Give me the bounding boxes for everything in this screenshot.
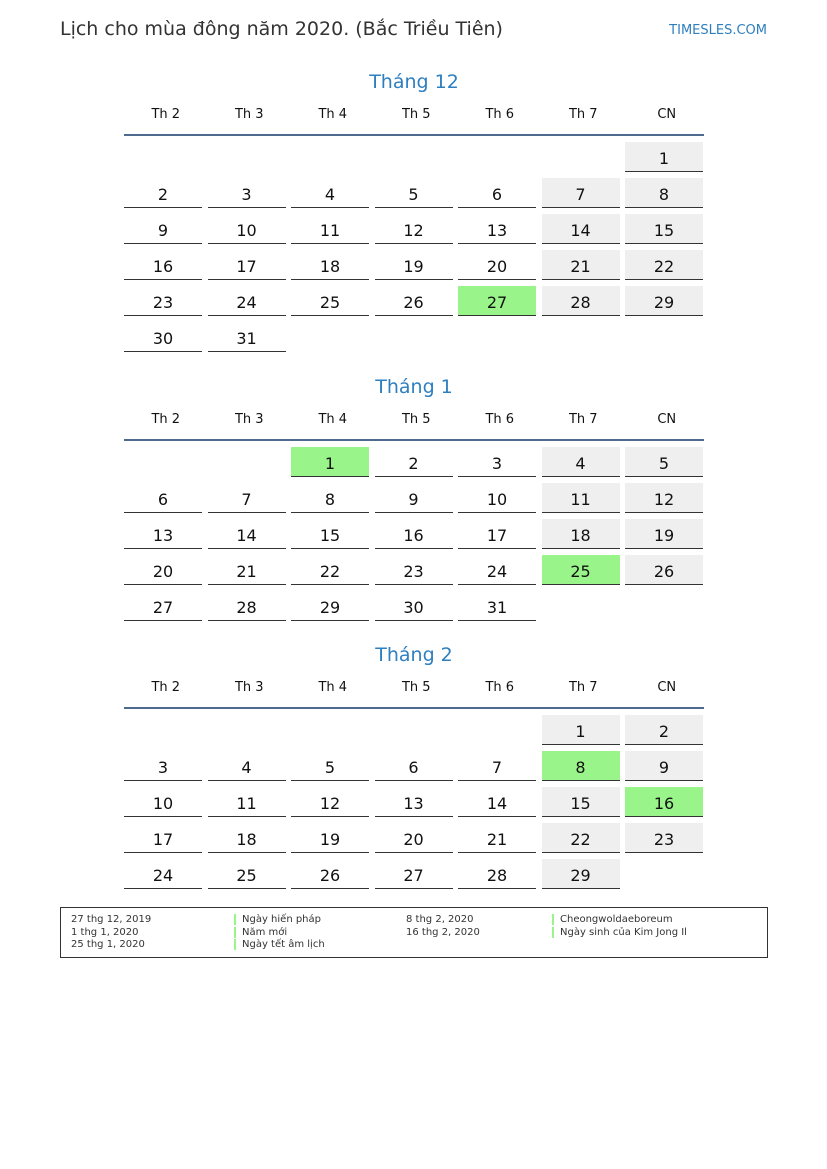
day-cell[interactable]: 6 [124, 483, 202, 513]
empty-cell [458, 715, 536, 745]
day-cell[interactable]: 21 [208, 555, 286, 585]
day-cell[interactable]: 11 [208, 787, 286, 817]
day-cell[interactable]: 10 [458, 483, 536, 513]
day-cell[interactable]: 1 [542, 715, 620, 745]
day-cell[interactable]: 19 [291, 823, 369, 853]
legend-date: 8 thg 2, 2020 [406, 914, 474, 925]
day-cell[interactable]: 18 [208, 823, 286, 853]
month-title: Tháng 1 [375, 376, 453, 398]
legend-dates-right [406, 914, 480, 939]
day-grid [124, 715, 704, 889]
weekday-label: Th 5 [401, 107, 431, 122]
day-cell[interactable]: 19 [625, 519, 703, 549]
day-cell[interactable]: 6 [375, 751, 453, 781]
weekday-label: Th 5 [401, 680, 431, 695]
day-cell[interactable]: 13 [375, 787, 453, 817]
month-title: Tháng 2 [375, 644, 453, 666]
day-cell[interactable]: 13 [458, 214, 536, 244]
day-cell[interactable]: 23 [375, 555, 453, 585]
day-grid [124, 447, 704, 621]
empty-cell [124, 715, 202, 745]
empty-cell [208, 447, 286, 477]
day-cell[interactable]: 23 [625, 823, 703, 853]
day-cell[interactable]: 30 [375, 591, 453, 621]
day-cell[interactable]: 29 [291, 591, 369, 621]
day-cell[interactable]: 5 [291, 751, 369, 781]
day-cell[interactable]: 9 [375, 483, 453, 513]
empty-cell [375, 142, 453, 172]
month-calendar [124, 373, 704, 621]
legend-holiday-name: Ngày hiến pháp [234, 914, 321, 925]
day-grid [124, 142, 704, 352]
brand-logo-text[interactable]: TIMESLES.COM [669, 23, 767, 38]
day-cell[interactable]: 18 [291, 250, 369, 280]
weekday-label: Th 6 [485, 680, 515, 695]
day-cell[interactable]: 8 [625, 178, 703, 208]
day-cell[interactable]: 9 [625, 751, 703, 781]
holiday-day-cell[interactable]: 1 [291, 447, 369, 477]
weekday-label: Th 3 [234, 107, 264, 122]
page-title: Lịch cho mùa đông năm 2020. (Bắc Triều Tiên) [60, 18, 503, 40]
legend-holiday-name: Ngày sinh của Kim Jong Il [552, 927, 687, 938]
day-cell[interactable]: 31 [208, 322, 286, 352]
day-cell[interactable]: 15 [291, 519, 369, 549]
day-cell[interactable]: 5 [625, 447, 703, 477]
day-cell[interactable]: 24 [124, 859, 202, 889]
day-cell[interactable]: 19 [375, 250, 453, 280]
weekday-label: Th 3 [234, 680, 264, 695]
day-cell[interactable]: 26 [291, 859, 369, 889]
day-cell[interactable]: 8 [291, 483, 369, 513]
empty-cell [124, 447, 202, 477]
day-cell[interactable]: 3 [458, 447, 536, 477]
day-cell[interactable]: 21 [458, 823, 536, 853]
day-cell[interactable]: 14 [208, 519, 286, 549]
day-cell[interactable]: 5 [375, 178, 453, 208]
day-cell[interactable]: 22 [625, 250, 703, 280]
legend-holiday-name: Năm mới [234, 927, 287, 938]
day-cell[interactable]: 13 [124, 519, 202, 549]
legend-date: 25 thg 1, 2020 [71, 939, 145, 950]
legend-holiday-name: Ngày tết âm lịch [234, 939, 325, 950]
day-cell[interactable]: 17 [208, 250, 286, 280]
day-cell[interactable]: 29 [625, 286, 703, 316]
legend-names-right [552, 914, 687, 939]
holiday-legend [60, 907, 768, 958]
day-cell[interactable]: 7 [458, 751, 536, 781]
weekday-label: Th 3 [234, 412, 264, 427]
day-cell[interactable]: 24 [208, 286, 286, 316]
weekday-label: Th 7 [568, 107, 598, 122]
day-cell[interactable]: 11 [291, 214, 369, 244]
day-cell[interactable]: 27 [124, 591, 202, 621]
day-cell[interactable]: 3 [124, 751, 202, 781]
legend-date: 27 thg 12, 2019 [71, 914, 152, 925]
day-cell[interactable]: 31 [458, 591, 536, 621]
weekday-label: CN [657, 107, 677, 122]
day-cell[interactable]: 10 [208, 214, 286, 244]
day-cell[interactable]: 6 [458, 178, 536, 208]
day-cell[interactable]: 7 [208, 483, 286, 513]
day-cell[interactable]: 2 [124, 178, 202, 208]
day-cell[interactable]: 4 [291, 178, 369, 208]
weekday-label: Th 4 [318, 412, 348, 427]
day-cell[interactable]: 26 [375, 286, 453, 316]
day-cell[interactable]: 28 [208, 591, 286, 621]
day-cell[interactable]: 28 [458, 859, 536, 889]
day-cell[interactable]: 20 [375, 823, 453, 853]
day-cell[interactable]: 7 [542, 178, 620, 208]
weekday-label: CN [657, 412, 677, 427]
weekday-label: Th 6 [485, 412, 515, 427]
weekday-header [124, 669, 704, 709]
holiday-day-cell[interactable]: 16 [625, 787, 703, 817]
empty-cell [124, 142, 202, 172]
day-cell[interactable]: 25 [208, 859, 286, 889]
day-cell[interactable]: 15 [625, 214, 703, 244]
day-cell[interactable]: 18 [542, 519, 620, 549]
weekday-label: Th 2 [151, 680, 181, 695]
day-cell[interactable]: 20 [458, 250, 536, 280]
legend-names-left [234, 914, 325, 952]
day-cell[interactable]: 22 [291, 555, 369, 585]
empty-cell [291, 715, 369, 745]
empty-cell [208, 142, 286, 172]
weekday-label: Th 2 [151, 412, 181, 427]
empty-cell [458, 142, 536, 172]
day-cell[interactable]: 21 [542, 250, 620, 280]
weekday-label: Th 2 [151, 107, 181, 122]
month-calendar [124, 641, 704, 889]
day-cell[interactable]: 24 [458, 555, 536, 585]
day-cell[interactable]: 14 [542, 214, 620, 244]
day-cell[interactable]: 3 [208, 178, 286, 208]
legend-holiday-name: Cheongwoldaeboreum [552, 914, 673, 925]
day-cell[interactable]: 17 [124, 823, 202, 853]
weekday-label: Th 5 [401, 412, 431, 427]
weekday-header [124, 401, 704, 441]
day-cell[interactable]: 20 [124, 555, 202, 585]
day-cell[interactable]: 23 [124, 286, 202, 316]
day-cell[interactable]: 10 [124, 787, 202, 817]
legend-date: 16 thg 2, 2020 [406, 926, 480, 938]
holiday-day-cell[interactable]: 8 [542, 751, 620, 781]
day-cell[interactable]: 11 [542, 483, 620, 513]
weekday-header [124, 96, 704, 136]
day-cell[interactable]: 22 [542, 823, 620, 853]
weekday-label: Th 7 [568, 412, 598, 427]
day-cell[interactable]: 16 [124, 250, 202, 280]
day-cell[interactable]: 28 [542, 286, 620, 316]
legend-dates-left [71, 914, 151, 952]
holiday-day-cell[interactable]: 27 [458, 286, 536, 316]
day-cell[interactable]: 25 [291, 286, 369, 316]
day-cell[interactable]: 17 [458, 519, 536, 549]
day-cell[interactable]: 2 [625, 715, 703, 745]
month-title: Tháng 12 [369, 71, 459, 93]
legend-date: 1 thg 1, 2020 [71, 926, 139, 938]
day-cell[interactable]: 12 [375, 214, 453, 244]
day-cell[interactable]: 14 [458, 787, 536, 817]
month-calendar [124, 68, 704, 352]
day-cell[interactable]: 29 [542, 859, 620, 889]
day-cell[interactable]: 4 [208, 751, 286, 781]
weekday-label: Th 7 [568, 680, 598, 695]
weekday-label: Th 6 [485, 107, 515, 122]
day-cell[interactable]: 30 [124, 322, 202, 352]
empty-cell [542, 142, 620, 172]
day-cell[interactable]: 26 [625, 555, 703, 585]
day-cell[interactable]: 27 [375, 859, 453, 889]
day-cell[interactable]: 12 [625, 483, 703, 513]
day-cell[interactable]: 9 [124, 214, 202, 244]
day-cell[interactable]: 15 [542, 787, 620, 817]
weekday-label: CN [657, 680, 677, 695]
weekday-label: Th 4 [318, 107, 348, 122]
empty-cell [208, 715, 286, 745]
day-cell[interactable]: 4 [542, 447, 620, 477]
empty-cell [291, 142, 369, 172]
day-cell[interactable]: 12 [291, 787, 369, 817]
day-cell[interactable]: 1 [625, 142, 703, 172]
day-cell[interactable]: 2 [375, 447, 453, 477]
day-cell[interactable]: 16 [375, 519, 453, 549]
holiday-day-cell[interactable]: 25 [542, 555, 620, 585]
weekday-label: Th 4 [318, 680, 348, 695]
empty-cell [375, 715, 453, 745]
